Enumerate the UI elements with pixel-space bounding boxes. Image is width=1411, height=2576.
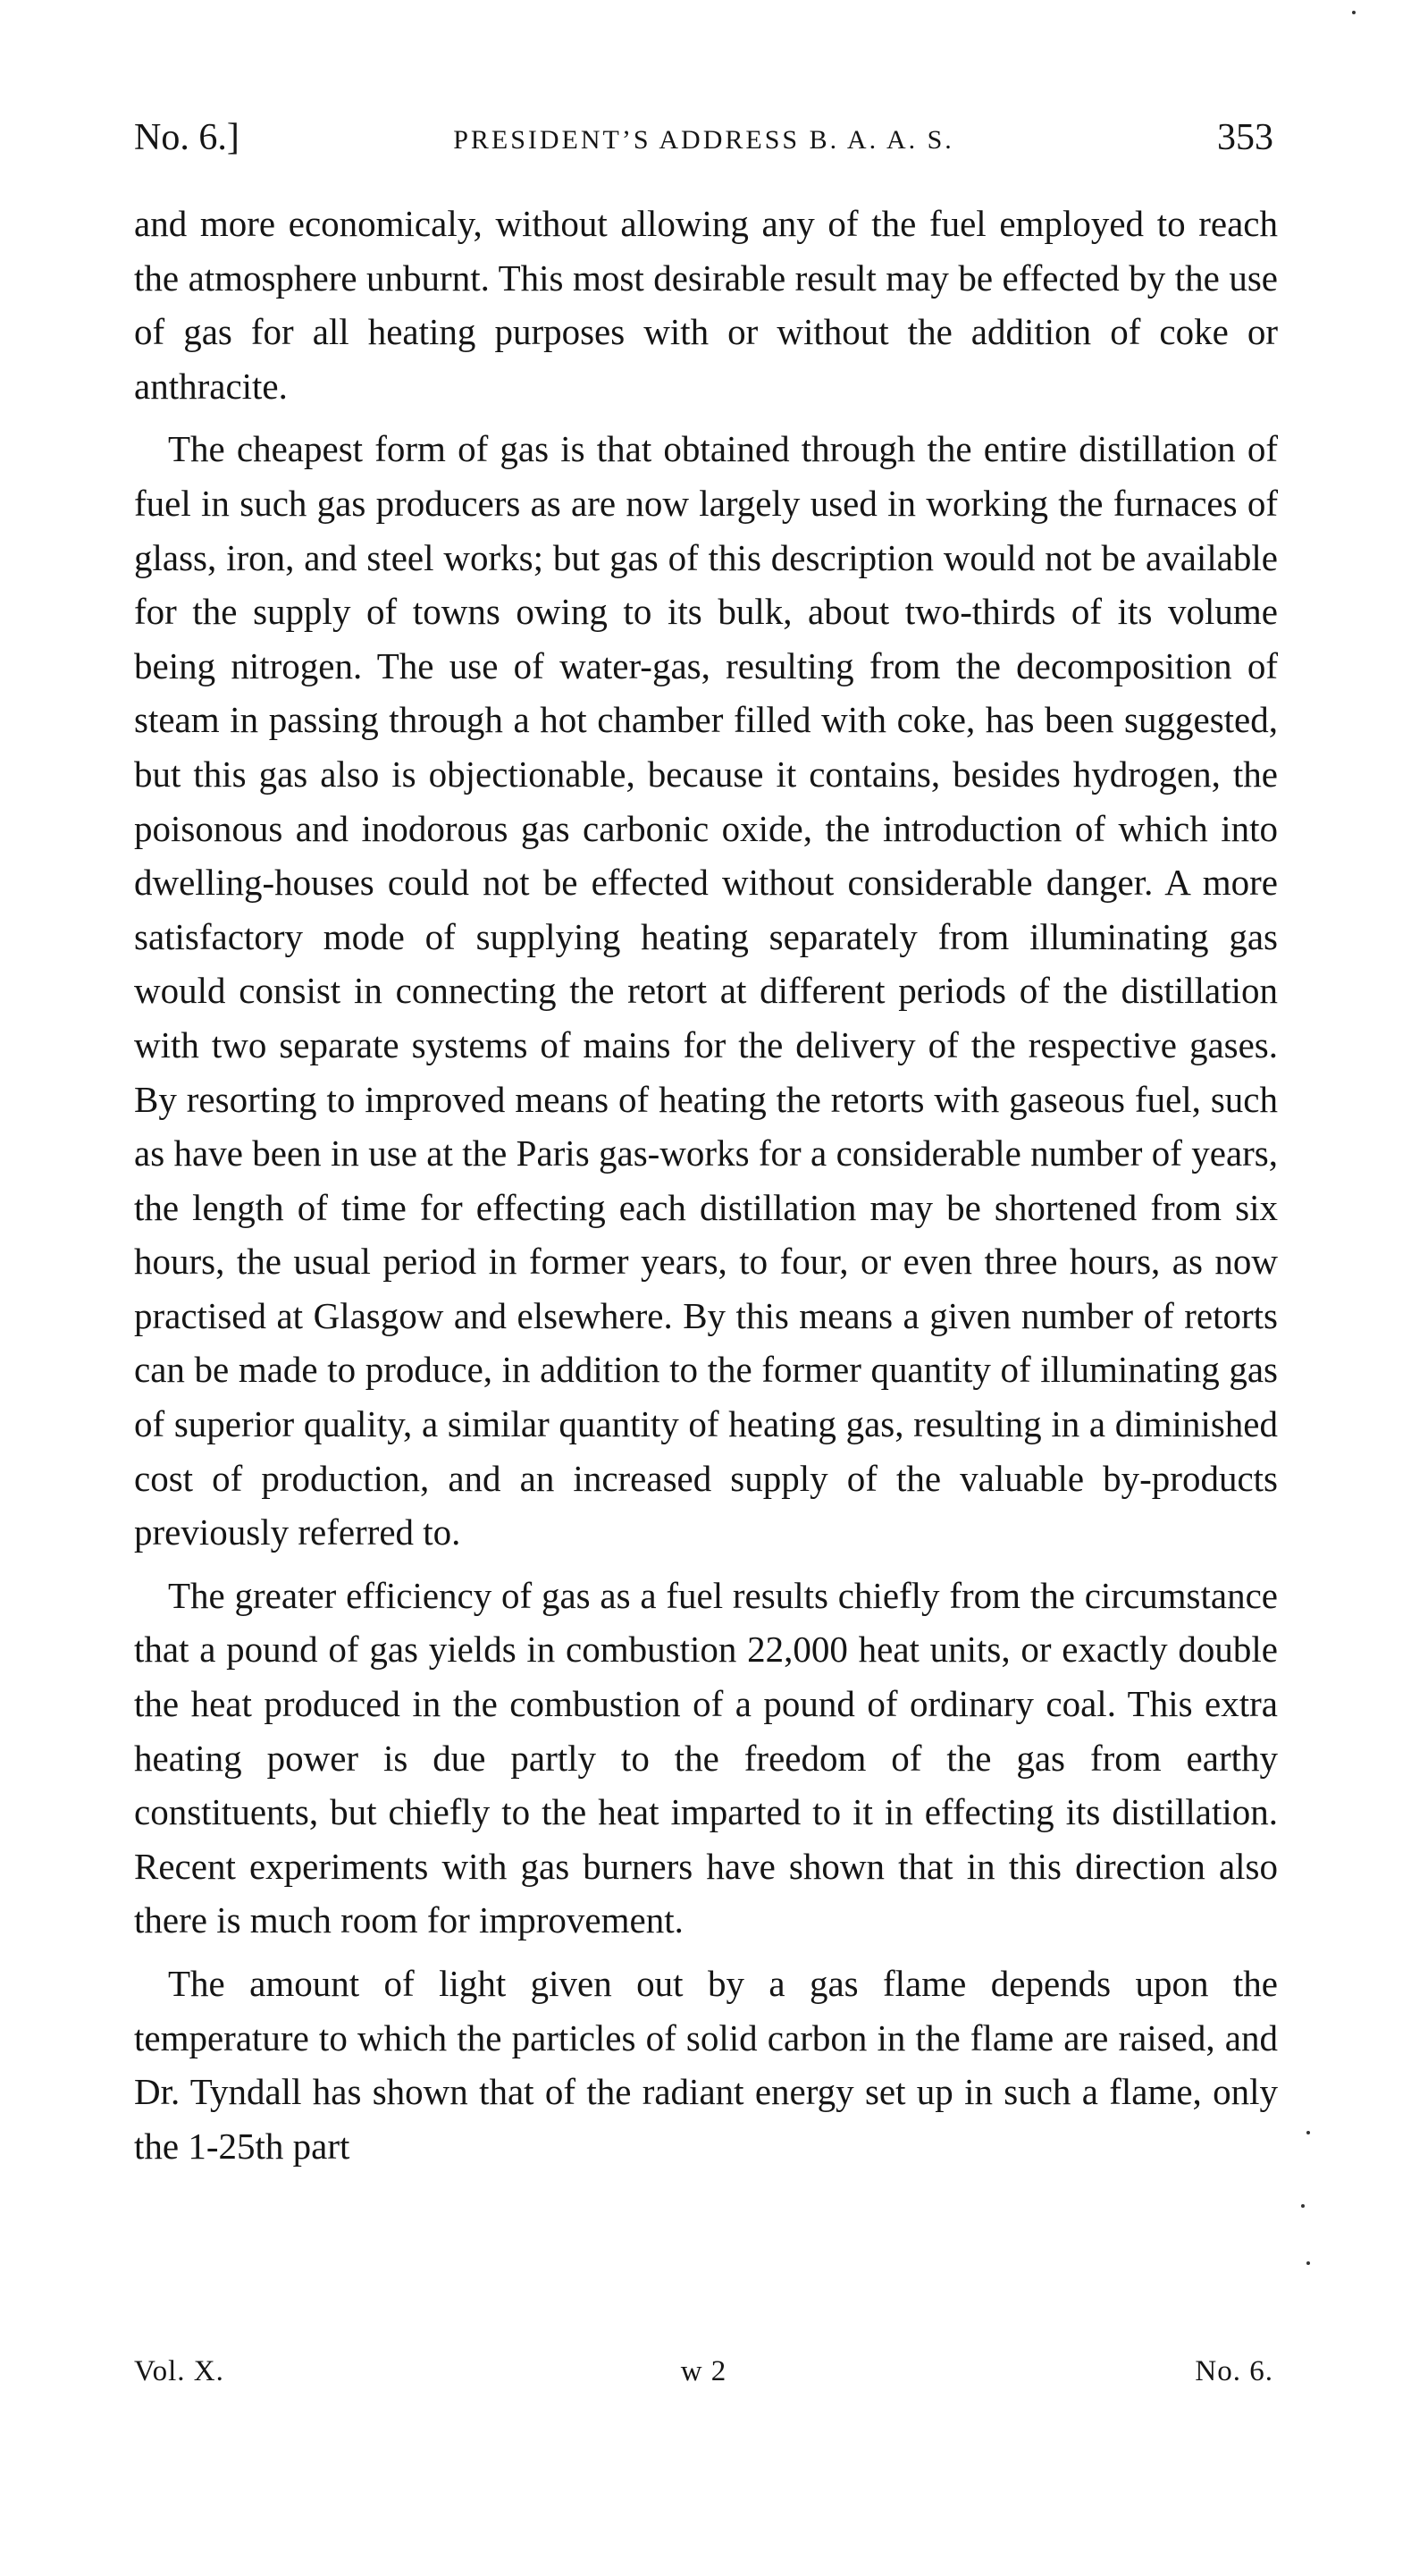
- paragraph-1: and more economicaly, without allowing any of the fuel employed to reach the atmosphere unburnt. This most desirable result may be effected by the use of gas for all heating purposes with or without the addition of coke or anthracite.: [134, 203, 1278, 407]
- page-number: 353: [1217, 117, 1273, 158]
- print-speck: [1352, 11, 1356, 14]
- print-speck: [1301, 2204, 1305, 2208]
- print-speck: [1306, 2131, 1310, 2134]
- paragraph-4: The amount of light given out by a gas flame depends upon the temperature to which the particles of solid carbon in the flame are raised, and Dr. Tyndall has shown that of the radiant energy set up in such a flame, only the 1-25th part: [134, 1963, 1278, 2167]
- running-title: PRESIDENT’S ADDRESS B. A. A. S.: [453, 125, 954, 155]
- footer-issue-number: No. 6.: [1195, 2355, 1273, 2387]
- signature-mark: w 2: [680, 2355, 727, 2387]
- volume-label: Vol. X.: [134, 2355, 224, 2387]
- paragraph-3: The greater efficiency of gas as a fuel results chiefly from the circumstance that a pound of gas yields in combustion 22,000 heat units, or exactly double the heat produced in the combustion of a pound of ordinary coal. This extra heating power is due partly to the freedom of the gas from earthy constituents, but chiefly to the heat imparted to it in effecting its distillation. Recent experiments with gas burners have shown that in this direction also there is much room for improvement.: [134, 1574, 1278, 1941]
- body-text: [134, 197, 1278, 2182]
- print-speck: [1306, 2261, 1310, 2265]
- page-footer: [134, 2355, 1273, 2409]
- paragraph-2: The cheapest form of gas is that obtained through the entire distillation of fuel in such gas producers as are now largely used in working the furnaces of glass, iron, and steel works; but gas of this description would not be available for the supply of towns owing to its bulk, about two-thirds of its volume being nitrogen. The use of water-gas, resulting from the decomposition of steam in passing through a hot chamber filled with coke, has been suggested, but this gas also is objectionable, because it contains, besides hydrogen, the poisonous and inodorous gas carbonic oxide, the introduction of which into dwelling-houses could not be effected without considerable danger. A more satisfactory mode of supplying heating separately from illuminating gas would consist in connecting the retort at different periods of the distillation with two separate systems of mains for the delivery of the respective gases. By resorting to improved means of heating the retorts with gaseous fuel, such as have been in use at the Paris gas-works for a considerable number of years, the length of time for effecting each distillation may be shortened from six hours, the usual period in former years, to four, or even three hours, as now practised at Glasgow and elsewhere. By this means a given number of retorts can be made to produce, in addition to the former quantity of illuminating gas of superior quality, a similar quantity of heating gas, resulting in a diminished cost of production, and an increased supply of the valuable by-products previously referred to.: [134, 428, 1278, 1553]
- issue-number: No. 6.]: [134, 117, 239, 158]
- running-header: [134, 116, 1273, 170]
